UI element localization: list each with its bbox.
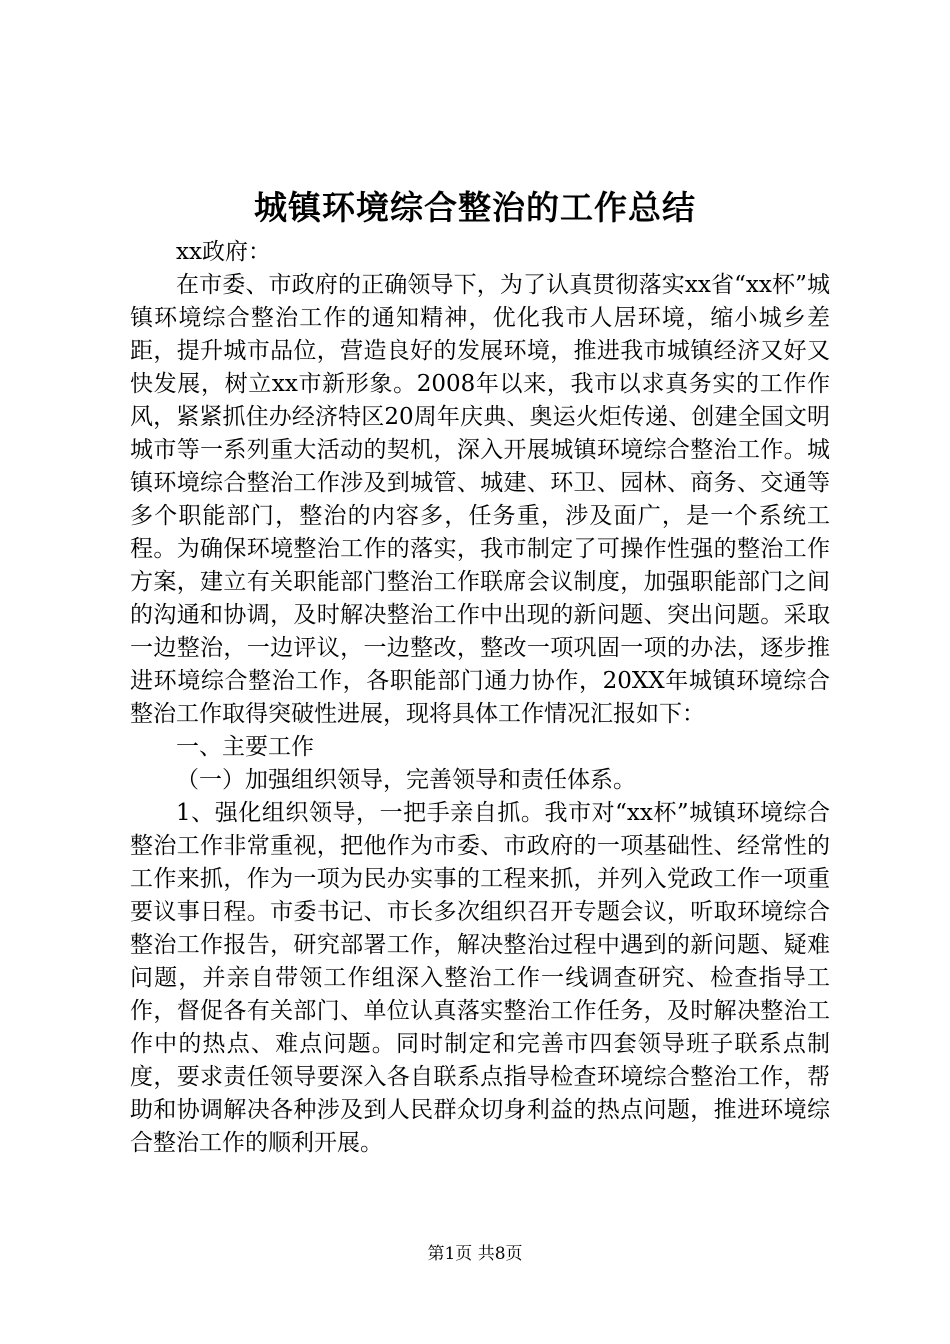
intro-paragraph: 在市委、市政府的正确领导下，为了认真贯彻落实xx省“xx杯”城镇环境综合整治工作的通知精神，优化我市人居环境，缩小城乡差距，提升城市品位，营造良好的发展环境，推进我市城镇经济又好又快发展，树立xx市新形象。2008年以来，我市以求真务实的工作作风，紧紧抓住办经济特区20周年庆典、奥运火炬传递、创建全国文明城市等一系列重大活动的契机，深入开展城镇环境综合整治工作。城镇环境综合整治工作涉及到城管、城建、环卫、园林、商务、交通等多个职能部门，整治的内容多，任务重，涉及面广，是一个系统工程。为确保环境整治工作的落实，我市制定了可操作性强的整治工作方案，建立有关职能部门整治工作联席会议制度，加强职能部门之间的沟通和协调，及时解决整治工作中出现的新问题、突出问题。采取一边整治，一边评议，一边整改，整改一项巩固一项的办法，逐步推进环境综合整治工作，各职能部门通力协作，20XX年城镇环境综合整治工作取得突破性进展，现将具体工作情况汇报如下： [130, 272, 830, 727]
body-paragraph: 1、强化组织领导，一把手亲自抓。我市对“xx杯”城镇环境综合整治工作非常重视，把他作为市委、市政府的一项基础性、经常性的工作来抓，作为一项为民办实事的工程来抓，并列入党政工作一项重要议事日程。市委书记、市长多次组织召开专题会议，听取环境综合整治工作报告，研究部署工作，解决整治过程中遇到的新问题、疑难问题，并亲自带领工作组深入整治工作一线调查研究、检查指导工作，督促各有关部门、单位认真落实整治工作任务，及时解决整治工作中的热点、难点问题。同时制定和完善市四套领导班子联系点制度，要求责任领导要深入各自联系点指导检查环境综合整治工作，帮助和协调解决各种涉及到人民群众切身利益的热点问题，推进环境综合整治工作的顺利开展。 [130, 800, 830, 1156]
document-title: 城镇环境综合整治的工作总结 [254, 188, 696, 227]
document-body [130, 236, 830, 1160]
page-footer: 第1页 共8页 [427, 1244, 523, 1264]
section-heading: 一、主要工作 [176, 734, 314, 760]
salutation: xx政府： [176, 239, 271, 265]
subsection-heading: （一）加强组织领导，完善领导和责任体系。 [176, 767, 636, 793]
